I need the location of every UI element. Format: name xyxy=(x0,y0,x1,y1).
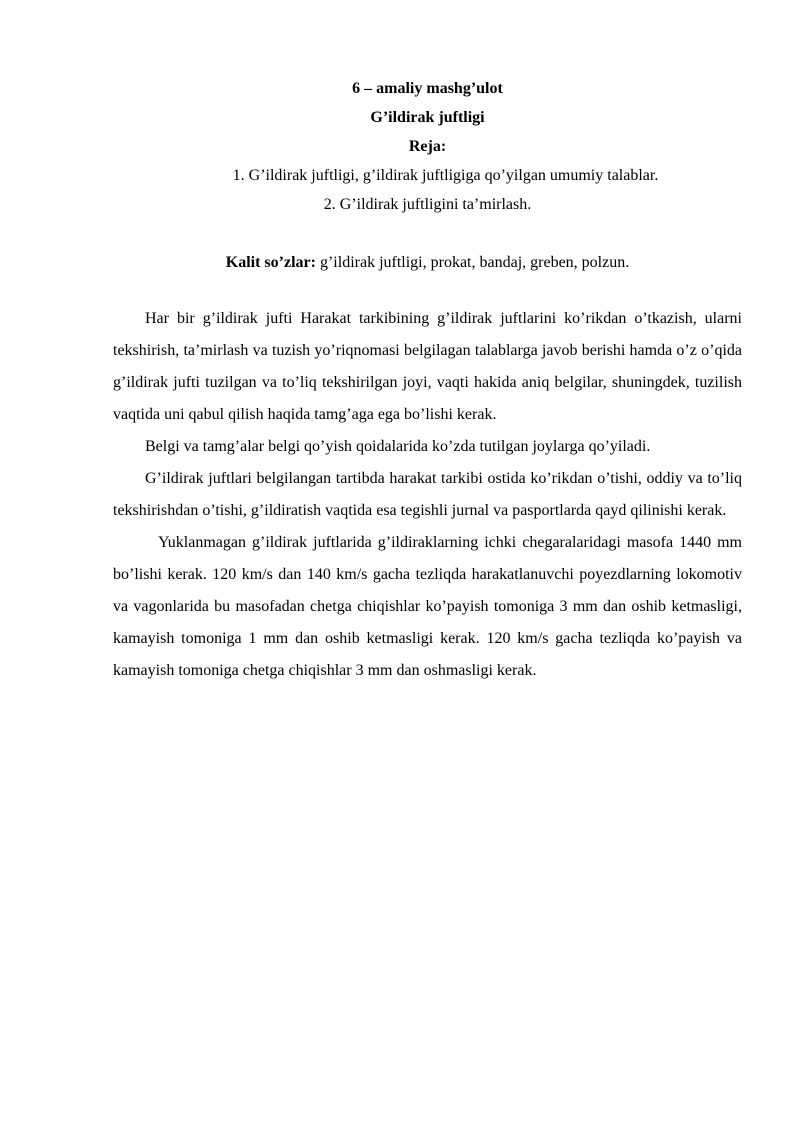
lesson-title: G’ildirak juftligi xyxy=(370,109,485,126)
keywords-text: g’ildirak juftligi, prokat, bandaj, greben, polzun. xyxy=(315,254,630,271)
lesson-heading: 6 – amaliy mashg’ulot xyxy=(352,80,503,97)
spacer xyxy=(113,277,742,303)
document-page xyxy=(113,74,742,687)
paragraph-2: Belgi va tamg’alar belgi qo’yish qoidalarida ko’zda tutilgan joylarga qo’yiladi. xyxy=(145,438,651,455)
paragraph-4: Yuklanmagan g’ildirak juftlarida g’ildiraklarning ichki chegaralaridagi masofa 1440 mm bo’lishi kerak. 120 km/s dan 140 km/s gacha tezliqda harakatlanuvchi poyezdlarning lokomotiv va vagonlarida bu masofadan chetga chiqishlar ko’payish tomoniga 3 mm dan oshib ketmasligi, kamayish tomoniga 1 mm dan oshib ketmasligi kerak. 120 km/s gacha tezliqda ko’payish va kamayish tomoniga chetga chiqishlar 3 mm dan oshmasligi kerak. xyxy=(113,534,742,679)
keywords-label: Kalit so’zlar: xyxy=(225,254,316,271)
paragraph-1: Har bir g’ildirak jufti Harakat tarkibining g’ildirak juftlarini ko’rikdan o’tkazish, ularni tekshirish, ta’mirlash va tuzish yo’riqnomasi belgilagan talablarga javob berishi hamda o’z o’qida g’ildirak jufti tuzilgan va to’liq tekshirilgan joyi, vaqti hakida aniq belgilar, shuningdek, tuzilish vaqtida uni qabul qilish haqida tamg’aga ega bo’lishi kerak. xyxy=(113,310,742,423)
keywords-line xyxy=(113,248,742,277)
spacer xyxy=(113,219,742,248)
plan-item-1: 1. G’ildirak juftligi, g’ildirak juftligiga qo’yilgan umumiy talablar. xyxy=(232,167,659,184)
plan-item-2: 2. G’ildirak juftligini ta’mirlash. xyxy=(323,196,532,213)
paragraph-3: G’ildirak juftlari belgilangan tartibda harakat tarkibi ostida ko’rikdan o’tishi, oddiy va to’liq tekshirishdan o’tishi, g’ildiratish vaqtida esa tegishli jurnal va pasportlarda qayd qilinishi kerak. xyxy=(113,470,742,519)
plan-label: Reja: xyxy=(408,138,447,155)
